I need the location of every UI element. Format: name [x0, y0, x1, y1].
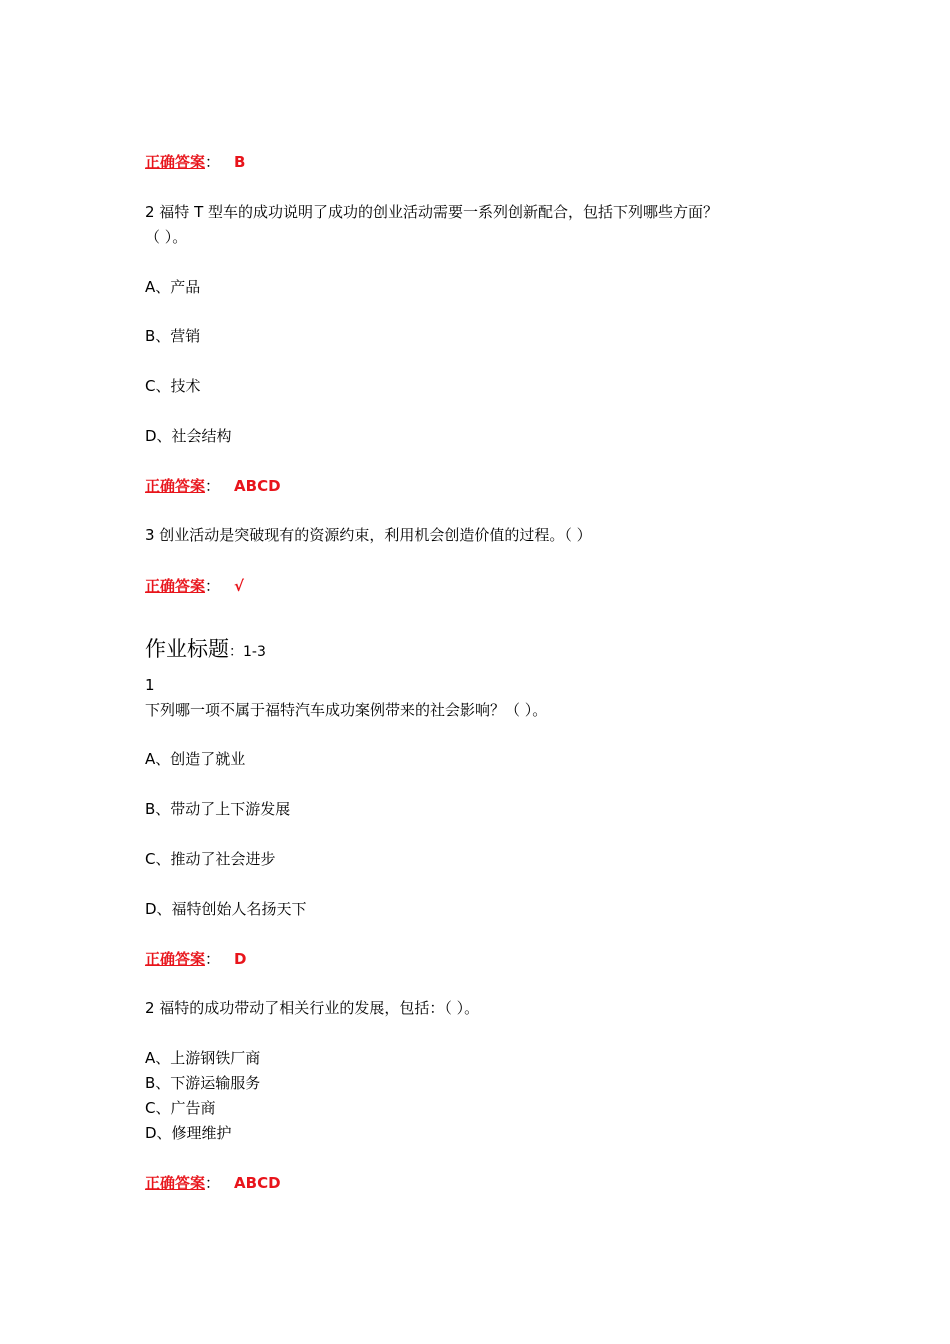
answer-line-s2-q2 [145, 1173, 281, 1193]
question-2-option-a: A、产品 [145, 278, 201, 296]
question-1-option-b: B、带动了上下游发展 [145, 800, 291, 818]
answer-value: √ [234, 577, 245, 595]
answer-colon: ： [205, 1174, 221, 1192]
question-2b-text: 2 福特的成功带动了相关行业的发展，包括：（ ）。 [145, 999, 480, 1017]
answer-label: 正确答案 [145, 577, 206, 595]
answer-line-q3 [145, 576, 244, 596]
question-1-text: 下列哪一项不属于福特汽车成功案例带来的社会影响？（ ）。 [145, 701, 548, 719]
answer-colon: ： [205, 577, 221, 595]
question-2-text-line2: （ ）。 [145, 228, 188, 246]
answer-value: ABCD [234, 1174, 281, 1192]
question-2-option-b: B、营销 [145, 327, 201, 345]
question-2-text-line1: 2 福特 T 型车的成功说明了成功的创业活动需要一系列创新配合，包括下列哪些方面？ [145, 203, 719, 221]
answer-colon: ： [205, 950, 221, 968]
answer-value: B [234, 153, 246, 171]
answer-value: D [234, 950, 247, 968]
section-heading-number: 1-3 [243, 644, 266, 660]
answer-line-prev [145, 152, 245, 172]
question-1-option-c: C、推动了社会进步 [145, 850, 276, 868]
question-2-option-d: D、社会结构 [145, 427, 232, 445]
section-heading-sep: ： [229, 644, 243, 660]
question-3-text: 3 创业活动是突破现有的资源约束，利用机会创造价值的过程。（ ） [145, 526, 592, 544]
question-2b-option-d: D、修理维护 [145, 1124, 232, 1142]
answer-line-s2-q1 [145, 949, 246, 969]
answer-label: 正确答案 [145, 153, 206, 171]
answer-label: 正确答案 [145, 1174, 206, 1192]
section-heading-title: 作业标题 [145, 637, 229, 661]
section-heading [145, 635, 266, 666]
answer-label: 正确答案 [145, 950, 206, 968]
question-1-option-a: A、创造了就业 [145, 750, 246, 768]
answer-label: 正确答案 [145, 477, 206, 495]
question-1-number: 1 [145, 676, 155, 694]
answer-colon: ： [205, 477, 221, 495]
answer-colon: ： [205, 153, 221, 171]
question-1-option-d: D、福特创始人名扬天下 [145, 900, 307, 918]
question-2-option-c: C、技术 [145, 377, 201, 395]
answer-value: ABCD [234, 477, 281, 495]
answer-line-q2 [145, 476, 281, 496]
question-2b-option-c: C、广告商 [145, 1099, 216, 1117]
question-2b-option-b: B、下游运输服务 [145, 1074, 261, 1092]
question-2b-option-a: A、上游钢铁厂商 [145, 1049, 261, 1067]
